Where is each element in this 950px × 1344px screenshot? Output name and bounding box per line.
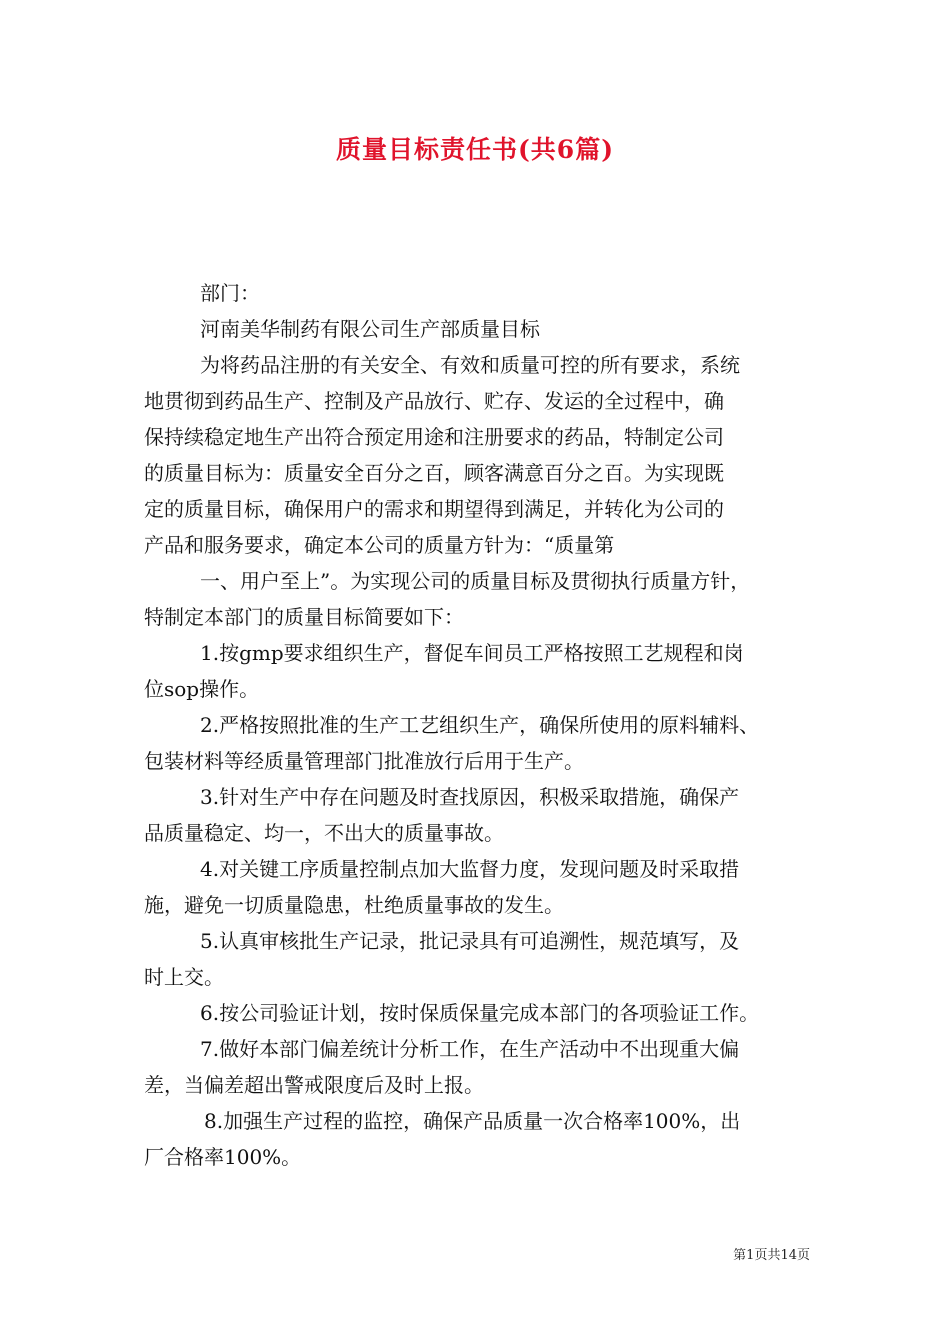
document-title: 质量目标责任书(共6篇) xyxy=(335,135,615,164)
paragraph-line: 一、用户至上”。为实现公司的质量目标及贯彻执行质量方针， xyxy=(200,569,751,593)
list-item-continuation: 时上交。 xyxy=(144,965,224,989)
paragraph-line: 为将药品注册的有关安全、有效和质量可控的所有要求，系统 xyxy=(200,353,740,377)
page-number: 第1页共14页 xyxy=(733,1248,810,1263)
paragraph-line: 的质量目标为：质量安全百分之百，顾客满意百分之百。为实现既 xyxy=(144,461,724,485)
list-item-continuation: 差，当偏差超出警戒限度后及时上报。 xyxy=(144,1073,484,1097)
list-item-continuation: 施，避免一切质量隐患，杜绝质量事故的发生。 xyxy=(144,893,564,917)
list-item: 6.按公司验证计划，按时保质保量完成本部门的各项验证工作。 xyxy=(200,1001,760,1025)
paragraph-line: 地贯彻到药品生产、控制及产品放行、贮存、发运的全过程中，确 xyxy=(144,389,724,413)
list-item: 8.加强生产过程的监控，确保产品质量一次合格率100%，出 xyxy=(204,1109,741,1133)
paragraph-line: 产品和服务要求，确定本公司的质量方针为：“质量第 xyxy=(144,533,615,557)
list-item: 5.认真审核批生产记录，批记录具有可追溯性，规范填写，及 xyxy=(200,929,740,953)
list-item: 3.针对生产中存在问题及时查找原因，积极采取措施，确保产 xyxy=(200,785,740,809)
list-item: 4.对关键工序质量控制点加大监督力度，发现问题及时采取措 xyxy=(200,857,740,881)
paragraph-line: 定的质量目标，确保用户的需求和期望得到满足，并转化为公司的 xyxy=(144,497,724,521)
paragraph-line: 特制定本部门的质量目标简要如下： xyxy=(144,605,464,629)
department-label: 部门： xyxy=(200,281,260,305)
list-item: 7.做好本部门偏差统计分析工作，在生产活动中不出现重大偏 xyxy=(200,1037,740,1061)
section-heading: 河南美华制药有限公司生产部质量目标 xyxy=(200,317,540,341)
list-item-continuation: 包装材料等经质量管理部门批准放行后用于生产。 xyxy=(144,749,584,773)
list-item-continuation: 品质量稳定、均一，不出大的质量事故。 xyxy=(144,821,504,845)
list-item-continuation: 厂合格率100%。 xyxy=(144,1145,302,1169)
list-item: 1.按gmp要求组织生产，督促车间员工严格按照工艺规程和岗 xyxy=(200,641,744,665)
paragraph-line: 保持续稳定地生产出符合预定用途和注册要求的药品，特制定公司 xyxy=(144,425,724,449)
document-body xyxy=(144,275,814,1175)
list-item-continuation: 位sop操作。 xyxy=(144,677,260,701)
list-item: 2.严格按照批准的生产工艺组织生产，确保所使用的原料辅料、 xyxy=(200,713,760,737)
